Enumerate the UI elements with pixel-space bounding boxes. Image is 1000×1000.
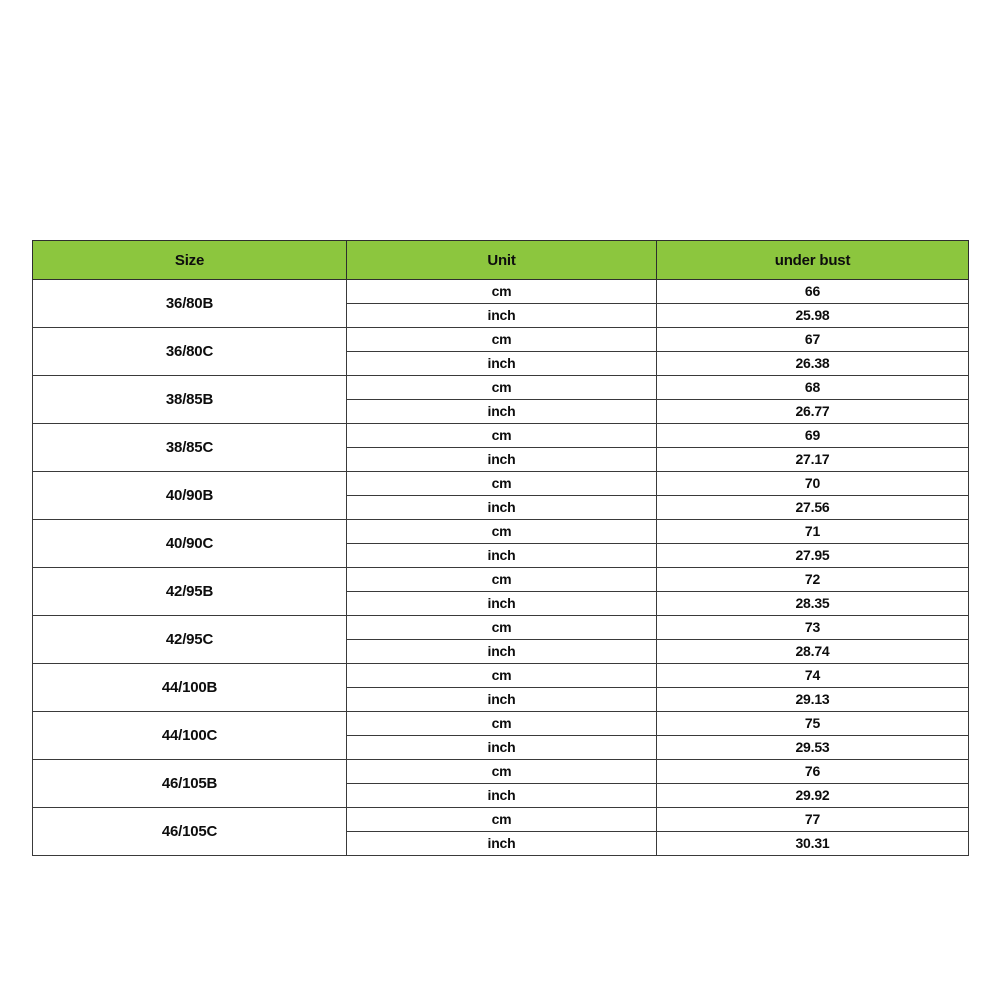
size-cell: 44/100C — [33, 712, 347, 760]
unit-cell-cm: cm — [347, 376, 657, 400]
table-header — [33, 241, 969, 280]
unit-cell-cm: cm — [347, 472, 657, 496]
unit-cell-inch: inch — [347, 400, 657, 424]
unit-cell-cm: cm — [347, 280, 657, 304]
unit-cell-inch: inch — [347, 448, 657, 472]
table-row — [33, 328, 969, 352]
column-header-size: Size — [33, 241, 347, 280]
column-header-under-bust: under bust — [657, 241, 969, 280]
table-row — [33, 808, 969, 832]
unit-cell-inch: inch — [347, 784, 657, 808]
under-bust-value-inch: 28.74 — [657, 640, 969, 664]
under-bust-value-cm: 74 — [657, 664, 969, 688]
size-cell: 46/105B — [33, 760, 347, 808]
unit-cell-cm: cm — [347, 328, 657, 352]
under-bust-value-inch: 27.17 — [657, 448, 969, 472]
table-row — [33, 664, 969, 688]
column-header-unit: Unit — [347, 241, 657, 280]
unit-cell-inch: inch — [347, 832, 657, 856]
under-bust-value-cm: 72 — [657, 568, 969, 592]
table-row — [33, 760, 969, 784]
table-row — [33, 424, 969, 448]
unit-cell-inch: inch — [347, 592, 657, 616]
under-bust-value-inch: 28.35 — [657, 592, 969, 616]
unit-cell-cm: cm — [347, 616, 657, 640]
under-bust-value-inch: 29.53 — [657, 736, 969, 760]
under-bust-value-inch: 25.98 — [657, 304, 969, 328]
size-cell: 36/80C — [33, 328, 347, 376]
under-bust-value-inch: 26.38 — [657, 352, 969, 376]
under-bust-value-cm: 73 — [657, 616, 969, 640]
under-bust-value-cm: 70 — [657, 472, 969, 496]
unit-cell-inch: inch — [347, 688, 657, 712]
under-bust-value-cm: 77 — [657, 808, 969, 832]
unit-cell-inch: inch — [347, 736, 657, 760]
under-bust-value-cm: 75 — [657, 712, 969, 736]
size-cell: 42/95C — [33, 616, 347, 664]
size-chart-table — [32, 240, 969, 856]
unit-cell-cm: cm — [347, 808, 657, 832]
unit-cell-cm: cm — [347, 520, 657, 544]
under-bust-value-cm: 67 — [657, 328, 969, 352]
size-cell: 38/85C — [33, 424, 347, 472]
size-cell: 44/100B — [33, 664, 347, 712]
unit-cell-inch: inch — [347, 544, 657, 568]
unit-cell-inch: inch — [347, 352, 657, 376]
unit-cell-cm: cm — [347, 424, 657, 448]
unit-cell-inch: inch — [347, 640, 657, 664]
under-bust-value-inch: 30.31 — [657, 832, 969, 856]
table-row — [33, 568, 969, 592]
table-body — [33, 280, 969, 856]
unit-cell-inch: inch — [347, 304, 657, 328]
table-row — [33, 472, 969, 496]
under-bust-value-cm: 68 — [657, 376, 969, 400]
size-cell: 36/80B — [33, 280, 347, 328]
table-row — [33, 616, 969, 640]
under-bust-value-inch: 26.77 — [657, 400, 969, 424]
table-row — [33, 520, 969, 544]
unit-cell-cm: cm — [347, 760, 657, 784]
under-bust-value-inch: 29.92 — [657, 784, 969, 808]
under-bust-value-cm: 69 — [657, 424, 969, 448]
table-row — [33, 712, 969, 736]
unit-cell-cm: cm — [347, 664, 657, 688]
size-cell: 38/85B — [33, 376, 347, 424]
under-bust-value-cm: 66 — [657, 280, 969, 304]
under-bust-value-cm: 71 — [657, 520, 969, 544]
under-bust-value-inch: 29.13 — [657, 688, 969, 712]
table-header-row — [33, 241, 969, 280]
table-row — [33, 280, 969, 304]
size-cell: 40/90C — [33, 520, 347, 568]
unit-cell-inch: inch — [347, 496, 657, 520]
under-bust-value-inch: 27.56 — [657, 496, 969, 520]
unit-cell-cm: cm — [347, 712, 657, 736]
under-bust-value-inch: 27.95 — [657, 544, 969, 568]
unit-cell-cm: cm — [347, 568, 657, 592]
under-bust-value-cm: 76 — [657, 760, 969, 784]
size-cell: 42/95B — [33, 568, 347, 616]
size-cell: 40/90B — [33, 472, 347, 520]
table-row — [33, 376, 969, 400]
size-cell: 46/105C — [33, 808, 347, 856]
